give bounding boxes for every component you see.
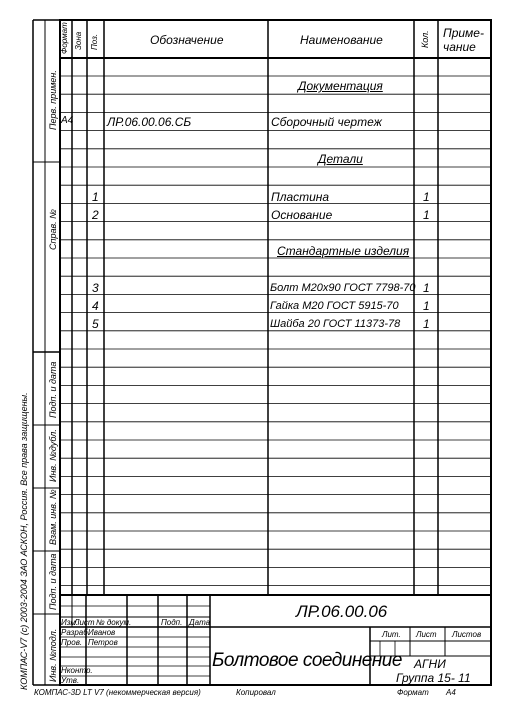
stamp-izm: Изм.: [61, 618, 79, 627]
part1-name: Пластина: [271, 190, 330, 204]
col-qty-label: Кол.: [420, 30, 430, 48]
stamp-group: Группа 15- 11: [396, 671, 471, 685]
stamp-razrab: Разраб.: [61, 628, 90, 637]
section-parts: Детали: [318, 152, 363, 166]
stamp-listov: Листов: [452, 630, 482, 639]
col-pos-label: Поз.: [90, 33, 99, 50]
part1-pos: 1: [92, 190, 99, 204]
col-note-label-1: Приме-: [443, 26, 484, 40]
std5-qty: 1: [423, 317, 430, 331]
side-podp-data-2: Подп. и дата: [48, 553, 58, 610]
std3-name: Болт М20х90 ГОСТ 7798-70: [270, 282, 416, 294]
side-inv-dubl: Инв. №дубл.: [48, 429, 58, 482]
part2-name: Основание: [271, 208, 333, 222]
doc-name: Сборочный чертеж: [271, 115, 382, 129]
footer-program: КОМПАС-3D LT V7 (некоммерческая версия): [34, 688, 201, 697]
col-designation-label: Обозначение: [150, 33, 224, 47]
stamp-title: Болтовое соединение: [212, 650, 402, 671]
stamp-prov-name: Петров: [88, 638, 118, 647]
footer-copied: Копировал: [236, 688, 276, 697]
std5-pos: 5: [92, 317, 99, 331]
stamp-utv: Утв.: [61, 676, 80, 685]
stamp-list: Лист: [74, 618, 95, 627]
std5-name: Шайба 20 ГОСТ 11373-78: [270, 318, 401, 330]
std4-pos: 4: [92, 299, 99, 313]
part1-qty: 1: [423, 190, 430, 204]
side-inv-podl: Инв. №подл.: [48, 628, 58, 682]
doc-format: А4: [61, 115, 74, 126]
stamp-nkontr: Нконтр.: [61, 666, 93, 675]
part2-pos: 2: [92, 208, 99, 222]
side-vzam-inv: Взам. инв. №: [48, 489, 58, 545]
side-podp-data-1: Подп. и дата: [48, 361, 58, 418]
side-perv-primen: Перв. примен.: [48, 70, 58, 130]
col-zone-label: Зона: [74, 31, 83, 50]
stamp-lit: Лит.: [382, 630, 401, 639]
std3-qty: 1: [423, 281, 430, 295]
side-sprav-no: Справ. №: [48, 209, 58, 250]
stamp-org: АГНИ: [414, 657, 446, 671]
std3-pos: 3: [92, 281, 99, 295]
stamp-prov: Пров.: [61, 638, 83, 647]
footer-format-label: Формат: [397, 688, 429, 697]
section-standard: Стандартные изделия: [277, 244, 410, 258]
std4-name: Гайка М20 ГОСТ 5915-70: [270, 300, 399, 312]
col-name-label: Наименование: [300, 33, 383, 47]
section-documentation: Документация: [298, 79, 383, 93]
stamp-podp: Подп.: [161, 618, 183, 627]
stamp-razrab-name: Иванов: [88, 628, 116, 637]
stamp-ndoc: № докум.: [96, 618, 132, 627]
side-copyright: КОМПАС-V7 (с) 2003-2004 ЗАО АСКОН, Россия. Все права защищены.: [19, 392, 29, 690]
stamp-list-label: Лист: [416, 630, 437, 639]
col-format-label: Формат: [60, 22, 69, 54]
col-note-label-2: чание: [443, 40, 476, 54]
stamp-data: Дата: [189, 618, 211, 627]
footer-format-value: А4: [446, 688, 456, 697]
stamp-code: ЛР.06.00.06: [296, 602, 388, 621]
doc-designation: ЛР.06.00.06.СБ: [107, 115, 192, 129]
std4-qty: 1: [423, 299, 430, 313]
part2-qty: 1: [423, 208, 430, 222]
